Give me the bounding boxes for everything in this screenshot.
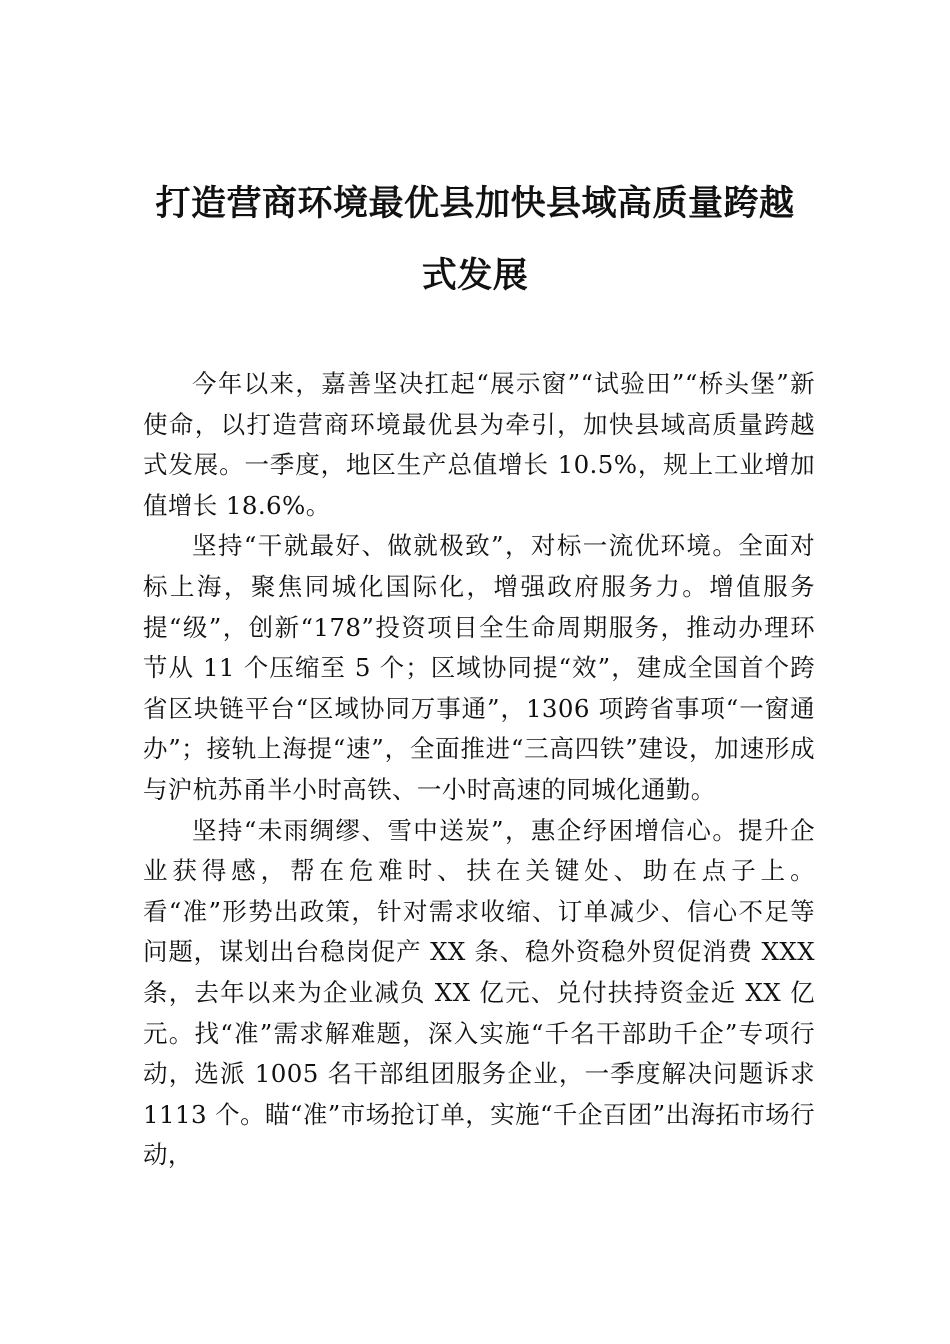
- paragraph-enterprise-support: 坚持“未雨绸缪、雪中送炭”，惠企纾困增信心。提升企业获得感，帮在危难时、扶在关键处、助在点子上。看“准”形势出政策，针对需求收缩、订单减少、信心不足等问题，谋划出台稳岗促产 XX 条、稳外资稳外贸促消费 XXX 条，去年以来为企业减负 XX 亿元、兑付扶持资金近 XX 亿元。找“准”需求解难题，深入实施“千名干部助千企”专项行动，选派 1005 名干部组团服务企业，一季度解决问题诉求 1113 个。瞄“准”市场抢订单，实施“千企百团”出海拓市场行动，: [143, 815, 815, 1170]
- document-title: 打造营商环境最优县加快县域高质量跨越式发展: [155, 183, 795, 296]
- paragraph-intro: 今年以来，嘉善坚决扛起“展示窗”“试验田”“桥头堡”新使命，以打造营商环境最优县为牵引，加快县域高质量跨越式发展。一季度，地区生产总值增长 10.5%，规上工业增加值增长 18.6%。: [143, 369, 815, 520]
- document-body: [143, 364, 815, 1176]
- paragraph-environment: 坚持“干就最好、做就极致”，对标一流优环境。全面对标上海，聚焦同城化国际化，增强政府服务力。增值服务提“级”，创新“178”投资项目全生命周期服务，推动办理环节从 11 个压缩至 5 个；区域协同提“效”，建成全国首个跨省区块链平台“区域协同万事通”，1306 项跨省事项“一窗通办”；接轨上海提“速”，全面推进“三高四铁”建设，加速形成与沪杭苏甬半小时高铁、一小时高速的同城化通勤。: [143, 531, 815, 804]
